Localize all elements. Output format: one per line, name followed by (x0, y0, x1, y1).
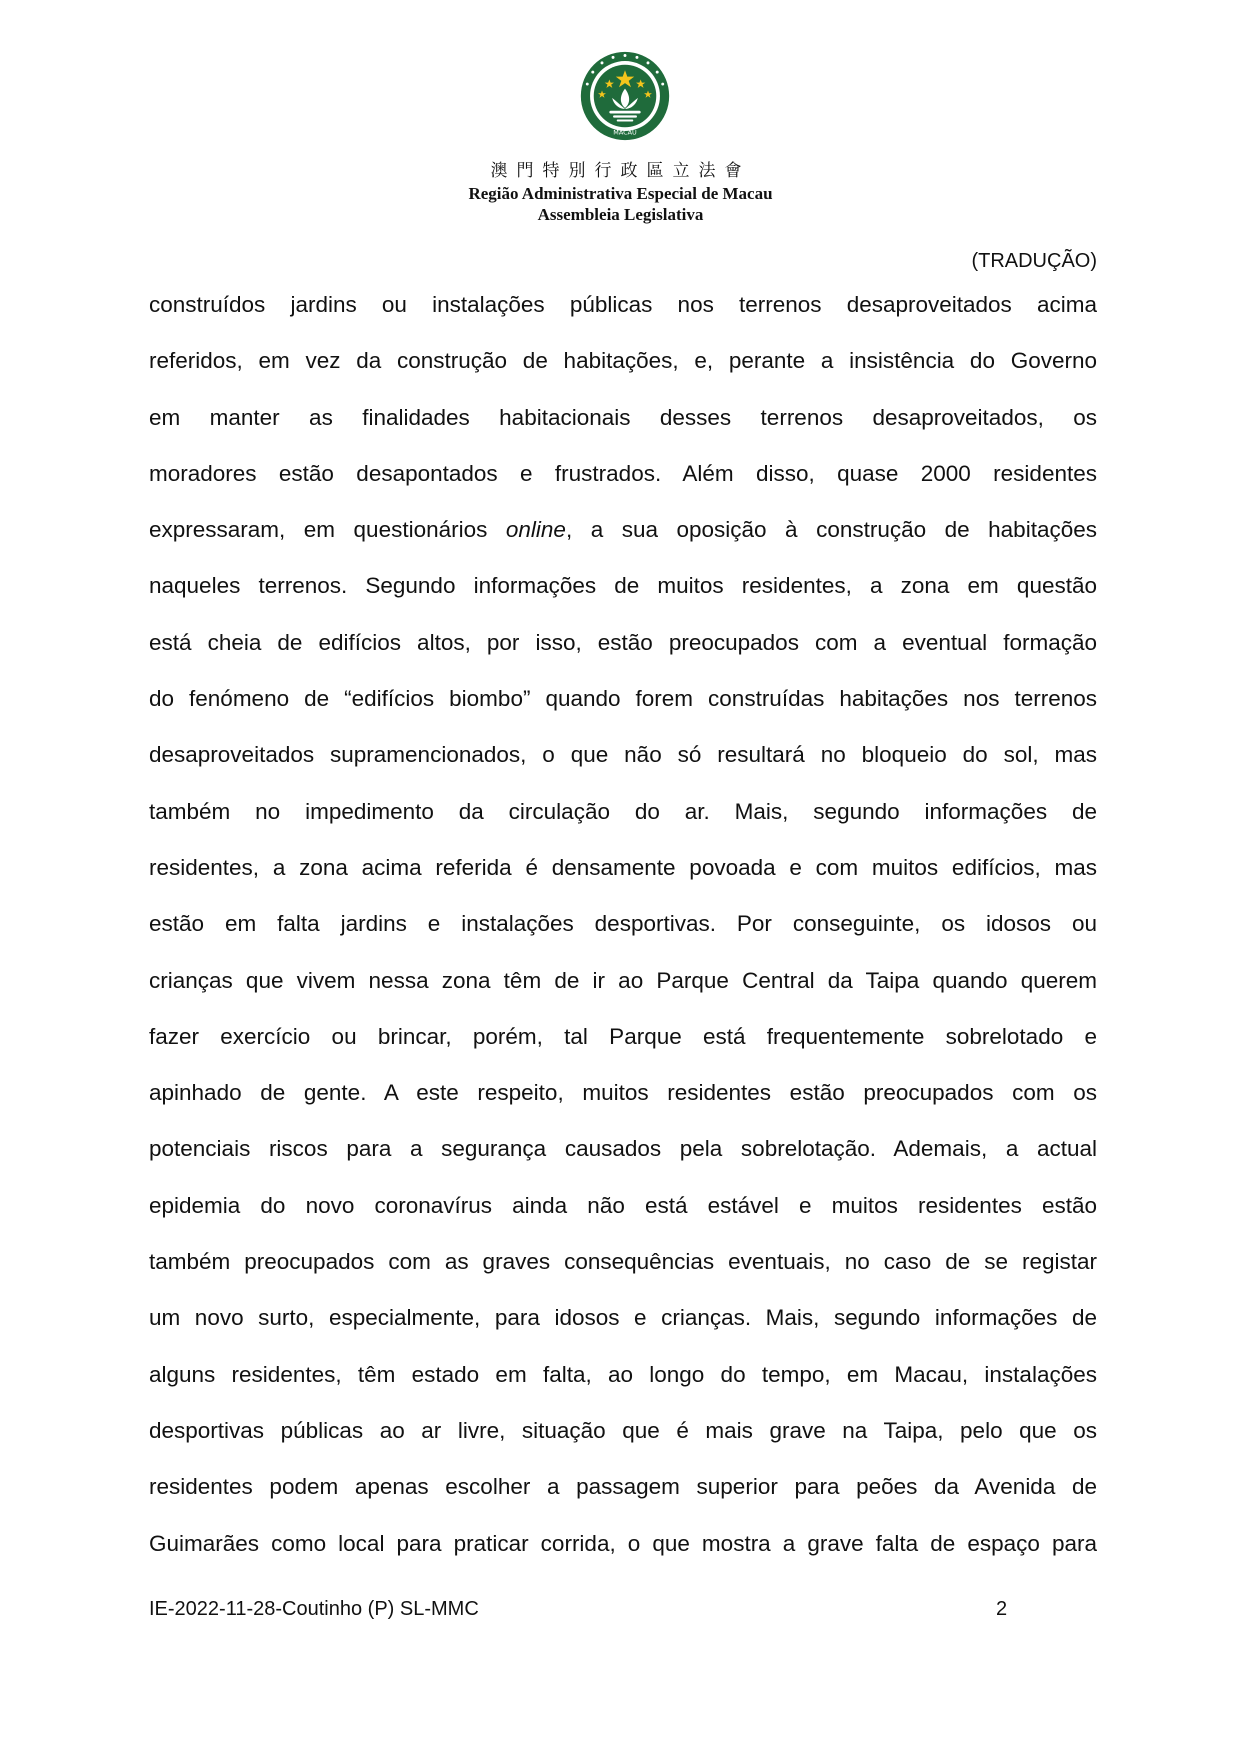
body-text-line: residentes podem apenas escolher a passagem superior para peões da Avenida de (149, 1474, 1097, 1500)
body-text-line: residentes, a zona acima referida é densamente povoada e com muitos edifícios, mas (149, 854, 1097, 880)
body-text-line: está cheia de edifícios altos, por isso, estão preocupados com a eventual formação (149, 629, 1097, 655)
body-text-line: potenciais riscos para a segurança causados pela sobrelotação. Ademais, a actual (149, 1136, 1097, 1162)
body-text-line: também preocupados com as graves consequências eventuais, no caso de se registar (149, 1249, 1097, 1275)
header-chinese-title: 澳門特別行政區立法會 (490, 161, 751, 181)
body-text-line: um novo surto, especialmente, para idosos e crianças. Mais, segundo informações de (149, 1305, 1097, 1331)
body-text-line: moradores estão desapontados e frustrados. Além disso, quase 2000 residentes (149, 460, 1097, 486)
header-region-name: Região Administrativa Especial de Macau (468, 184, 773, 203)
body-text-line: estão em falta jardins e instalações desportivas. Por conseguinte, os idosos ou (149, 911, 1097, 937)
document-body (149, 285, 1097, 1580)
header-assembly-name: Assembleia Legislativa (537, 205, 704, 224)
body-text-line: construídos jardins ou instalações públicas nos terrenos desaproveitados acima (149, 292, 1097, 317)
body-text-line: crianças que vivem nessa zona têm de ir ao Parque Central da Taipa quando querem (149, 967, 1097, 993)
body-text-line: do fenómeno de “edifícios biombo” quando forem construídas habitações nos terrenos (149, 686, 1097, 712)
body-text-line: epidemia do novo coronavírus ainda não está estável e muitos residentes estão (149, 1192, 1097, 1218)
translation-label: (TRADUÇÃO) (971, 250, 1097, 272)
body-text-line: alguns residentes, têm estado em falta, ao longo do tempo, em Macau, instalações (149, 1361, 1097, 1387)
macau-emblem-icon (579, 50, 671, 142)
body-text-line: desaproveitados supramencionados, o que não só resultará no bloqueio do sol, mas (149, 742, 1097, 768)
footer-reference: IE-2022-11-28-Coutinho (P) SL-MMC (149, 1598, 479, 1620)
body-text-line: referidos, em vez da construção de habitações, e, perante a insistência do Governo (149, 348, 1097, 374)
body-text-line: Guimarães como local para praticar corrida, o que mostra a grave falta de espaço para (149, 1530, 1097, 1556)
body-text-line: desportivas públicas ao ar livre, situação que é mais grave na Taipa, pelo que os (149, 1417, 1097, 1443)
svg-text:MACAU: MACAU (613, 128, 637, 137)
page-number: 2 (996, 1598, 1008, 1620)
body-text-line: também no impedimento da circulação do ar. Mais, segundo informações de (149, 798, 1097, 824)
body-text-line: em manter as finalidades habitacionais desses terrenos desaproveitados, os (149, 404, 1097, 430)
body-text-line: expressaram, em questionários online, a sua oposição à construção de habitações (149, 517, 1097, 543)
body-text-line: naqueles terrenos. Segundo informações de muitos residentes, a zona em questão (149, 573, 1097, 599)
body-text-line: apinhado de gente. A este respeito, muitos residentes estão preocupados com os (149, 1080, 1097, 1106)
body-text-line: fazer exercício ou brincar, porém, tal Parque está frequentemente sobrelotado e (149, 1023, 1097, 1049)
